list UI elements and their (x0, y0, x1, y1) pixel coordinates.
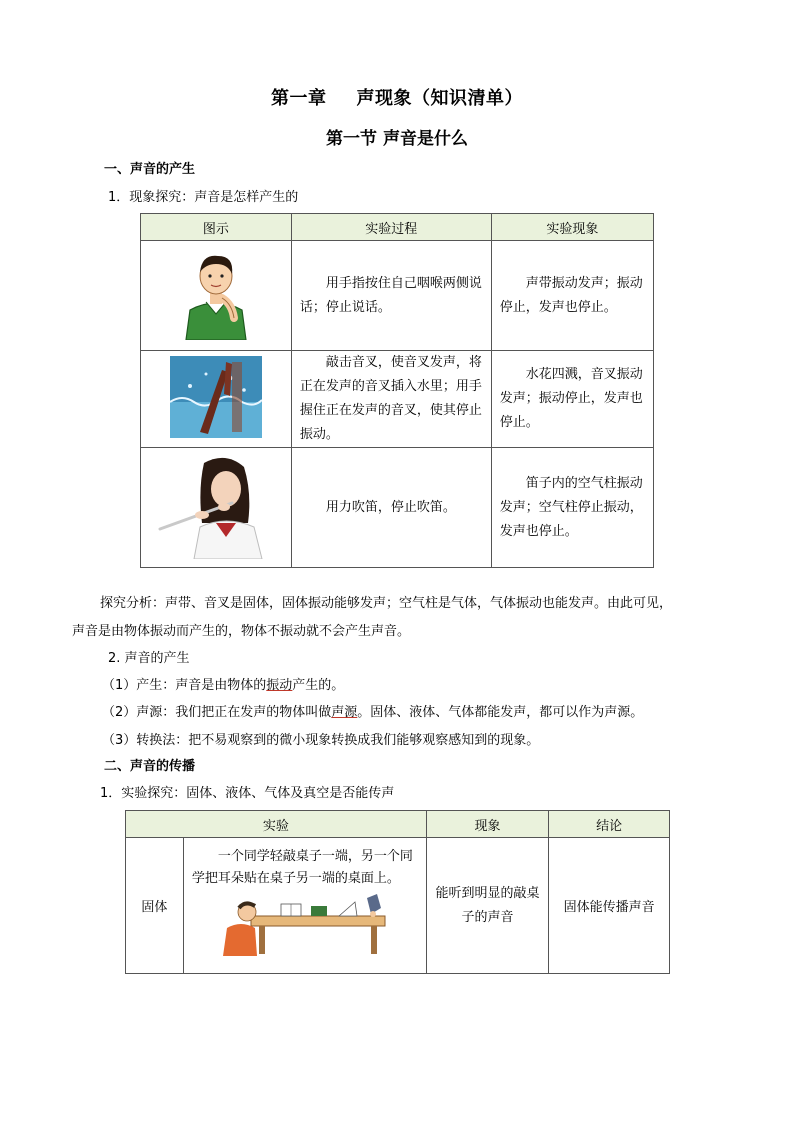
section1-heading: 一、声音的产生 (104, 162, 196, 177)
section2-heading: 二、声音的传播 (104, 759, 196, 774)
section1-item2: 2. 声音的产生 (108, 651, 190, 666)
girl-playing-flute-photo (154, 453, 278, 559)
table-header: 现象 (426, 811, 549, 838)
students-desk-sound-illustration (221, 892, 391, 956)
table-header: 结论 (549, 811, 670, 838)
tuning-fork-in-water-photo (170, 356, 262, 438)
sound-production-table (140, 213, 654, 568)
table-row (141, 351, 654, 448)
table-header-row (126, 811, 670, 838)
analysis-paragraph-line2: 声音是由物体振动而产生的，物体不振动就不会产生声音。 (72, 624, 411, 639)
section-title: 第一节 声音是什么 (326, 129, 468, 149)
table-header: 图示 (141, 214, 292, 241)
result-cell: 笛子内的空气柱振动发声；空气柱停止振动，发声也停止。 (491, 448, 653, 568)
chapter-number: 第一章 (271, 88, 327, 109)
table-row (126, 838, 670, 974)
section2-item1: 1．实验探究：固体、液体、气体及真空是否能传声 (100, 786, 395, 801)
production-point (102, 674, 344, 693)
table-row (141, 241, 654, 351)
section1-item1: 1．现象探究：声音是怎样产生的 (108, 190, 299, 205)
boy-touching-throat-illustration (176, 248, 256, 340)
process-cell: 用力吹笛，停止吹笛。 (291, 448, 491, 568)
sound-source-point (102, 701, 643, 720)
flute-image-cell (141, 448, 292, 568)
phenomenon-cell: 能听到明显的敲桌子的声音 (426, 838, 549, 974)
experiment-text: 一个同学轻敲桌子一端，另一个同学把耳朵贴在桌子另一端的桌面上。 (191, 849, 413, 886)
keyword-vibration: 振动 (266, 678, 293, 693)
tuning-fork-image-cell (141, 351, 292, 448)
sound-source-text-end: 。固体、液体、气体都能发声，都可以作为声源。 (357, 705, 644, 720)
production-text-end: 产生的。 (292, 678, 345, 693)
result-cell: 声带振动发声；振动停止，发声也停止。 (491, 241, 653, 351)
table-header: 实验过程 (291, 214, 491, 241)
conclusion-cell: 固体能传播声音 (549, 838, 670, 974)
process-cell: 敲击音叉，使音叉发声，将正在发声的音叉插入水里；用手握住正在发声的音叉，使其停止振动。 (291, 351, 491, 448)
process-cell: 用手指按住自己咽喉两侧说话；停止说话。 (291, 241, 491, 351)
chapter-title (0, 84, 794, 110)
medium-cell: 固体 (126, 838, 184, 974)
sound-source-text: （2）声源：我们把正在发声的物体叫做 (102, 705, 332, 720)
chapter-name: 声现象（知识清单） (356, 88, 523, 109)
conversion-method-point: （3）转换法：把不易观察到的微小现象转换成我们能够观察感知到的现象。 (102, 733, 540, 748)
table-header: 实验 (126, 811, 427, 838)
boy-image-cell (141, 241, 292, 351)
desk-image-wrap (192, 892, 420, 960)
keyword-sound-source: 声源 (331, 705, 358, 720)
table-row (141, 448, 654, 568)
analysis-paragraph-line1: 探究分析：声带、音叉是固体，固体振动能够发声；空气柱是气体，气体振动也能发声。由此可见， (100, 596, 673, 611)
sound-propagation-table (125, 810, 670, 974)
production-text: （1）产生：声音是由物体的 (102, 678, 267, 693)
table-header-row (141, 214, 654, 241)
table-header: 实验现象 (491, 214, 653, 241)
result-cell: 水花四溅，音叉振动发声；振动停止，发声也停止。 (491, 351, 653, 448)
experiment-cell (183, 838, 426, 974)
